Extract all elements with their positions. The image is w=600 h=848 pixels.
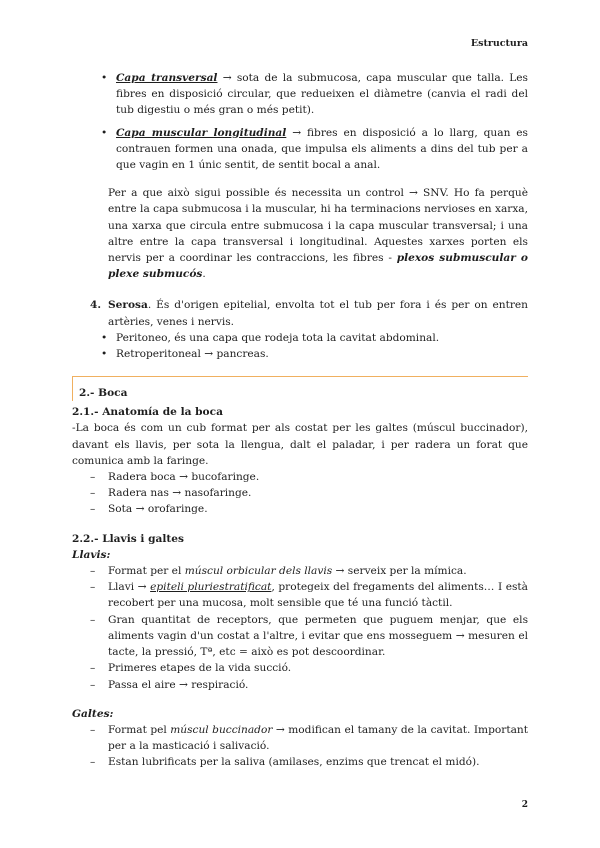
list-item: – Primeres etapes de la vida succió. (72, 660, 528, 676)
anatomia-list (72, 469, 528, 518)
subheading-anatomia: 2.1.- Anatomía de la boca (72, 406, 223, 419)
llavis-list (72, 563, 528, 693)
list-item: – Llavi → epiteli pluriestratificat, protegeix del fregaments del aliments… I està recobert per una mucosa, molt sensible que té una funció tàctil. (72, 579, 528, 611)
list-item-capa-transversal: • Capa transversal → sota de la submucosa, capa muscular que talla. Les fibres en disposició circular, que redueixen el diàmetre (canvia el radi del tub digestiu o més gran o més petit). (72, 70, 528, 119)
list-item: – Format per el múscul orbicular dels llavis → serveix per la mímica. (72, 563, 528, 579)
list-item-capa-longitudinal: • Capa muscular longitudinal → fibres en disposició a lo llarg, quan es contrauen formen una onada, que impulsa els aliments a dins del tub per a que vagin en 1 únic sentit, de sentit bocal a anal. (72, 125, 528, 174)
serosa-list (72, 330, 528, 362)
page-number: 2 (521, 800, 528, 810)
list-item: – Estan lubrificats per la saliva (amilases, enzims que trencat el midó). (72, 754, 528, 770)
term-capa-transversal: Capa transversal (116, 72, 218, 84)
list-item: – Radera boca → bucofaringe. (72, 469, 528, 485)
serosa-item: 4. Serosa. És d'origen epitelial, envolta tot el tub per fora i és per on entren artèries, venes i nervis. (90, 299, 528, 328)
section-heading-boca: 2.- Boca (72, 376, 528, 401)
list-item: – Passa el aire → respiració. (72, 677, 528, 693)
list-item: • Retroperitoneal → pancreas. (72, 346, 528, 362)
page-content (72, 70, 528, 771)
term-capa-longitudinal: Capa muscular longitudinal (116, 126, 287, 139)
galtes-list (72, 722, 528, 771)
label-galtes: Galtes: (72, 707, 114, 720)
term-serosa: Serosa (108, 299, 148, 312)
subheading-llavis-galtes: 2.2.- Llavis i galtes (72, 532, 184, 545)
list-item: – Format pel múscul buccinador → modifican el tamany de la cavitat. Important per a la masticació i salivació. (72, 722, 528, 754)
anatomia-paragraph: -La boca és com un cub format per als costat per les galtes (múscul buccinador), davant els llavis, per sota la llengua, dalt el paladar, i per radera un forat que comunica amb la faringe. (72, 422, 528, 467)
capes-list (72, 70, 528, 173)
running-header: Estructura (470, 38, 528, 49)
list-item: – Sota → orofaringe. (72, 501, 528, 517)
label-llavis: Llavis: (72, 548, 111, 561)
list-item: • Peritoneo, és una capa que rodeja tota la cavitat abdominal. (72, 330, 528, 346)
snv-paragraph: Per a que això sigui possible és necessita un control → SNV. Ho fa perquè entre la capa submucosa i la muscular, hi ha terminacions nervioses en xarxa, una xarxa que circula entre submucosa i la capa muscular transversal; i una altre entre la capa transversal i longitudinal. Aquestes xarxes porten els nervis per a coordinar les contraccions, les fibres - plexos submuscular o plexe submucós. (108, 187, 528, 281)
list-item: – Gran quantitat de receptors, que permeten que puguem menjar, que els aliments vagin d'un costat a l'altre, i evitar que ens mosseguem → mesuren el tacte, la pressió, Tª, etc = això es pot descoordinar. (72, 612, 528, 661)
list-item: – Radera nas → nasofaringe. (72, 485, 528, 501)
